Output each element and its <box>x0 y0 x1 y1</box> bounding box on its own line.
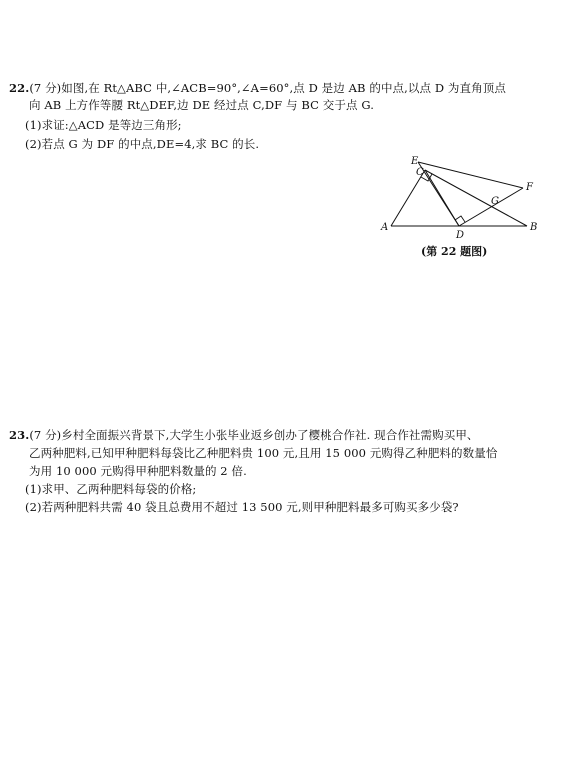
q23-number: 23. <box>9 428 30 442</box>
q22-figure-caption: (第 22 题图) <box>421 245 488 258</box>
q23-part-2: (2)若两种肥料共需 40 袋且总费用不超过 13 500 元,则甲种肥料最多可购买多少袋? <box>25 500 459 514</box>
q23-stem-3: 为用 10 000 元购得甲种肥料数量的 2 倍. <box>29 464 247 478</box>
q22-number: 22. <box>9 81 30 95</box>
q23-stem-2: 乙两种肥料,已知甲种肥料每袋比乙种肥料贵 100 元,且用 15 000 元购得乙种肥料的数量恰 <box>29 446 498 460</box>
q22-part-2: (2)若点 G 为 DF 的中点,DE=4,求 BC 的长. <box>25 137 260 151</box>
q23-stem-1: (7 分)乡村全面振兴背景下,大学生小张毕业返乡创办了樱桃合作社. 现合作社需购买甲、 <box>29 428 479 442</box>
label-D: D <box>456 230 465 240</box>
q22-part-1: (1)求证:△ACD 是等边三角形; <box>25 118 182 132</box>
segment-AC <box>391 170 425 226</box>
q22-line-1 <box>9 80 506 96</box>
q22-geometry-figure <box>375 150 545 240</box>
q23-line-1 <box>9 427 479 443</box>
label-B: B <box>530 222 538 233</box>
q23-part-1: (1)求甲、乙两种肥料每袋的价格; <box>25 482 197 496</box>
label-F: F <box>526 182 533 193</box>
segment-CB <box>425 170 527 226</box>
label-A: A <box>381 222 389 233</box>
segment-CD <box>425 170 459 226</box>
label-C: C <box>416 167 424 178</box>
q22-stem-1: (7 分)如图,在 Rt△ABC 中,∠ACB=90°,∠A=60°,点 D 是边 AB 的中点,以点 D 为直角顶点 <box>29 81 506 95</box>
q22-stem-2: 向 AB 上方作等腰 Rt△DEF,边 DE 经过点 C,DF 与 BC 交于点 G. <box>29 98 374 112</box>
label-G: G <box>491 196 499 207</box>
label-E: E <box>411 156 419 167</box>
